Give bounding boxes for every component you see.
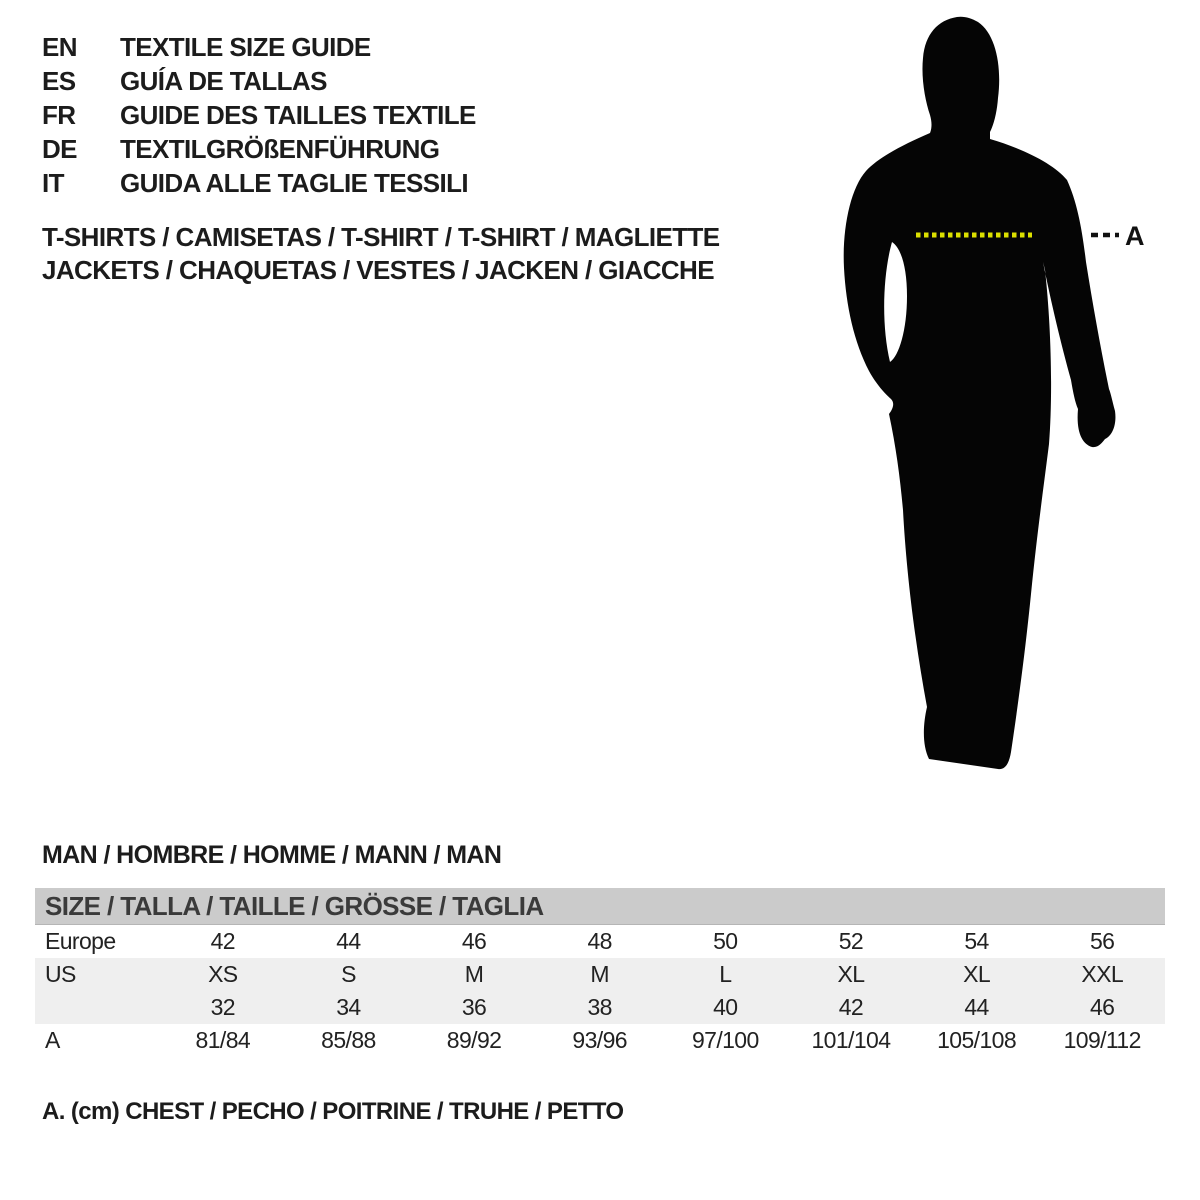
size-cell: 101/104 (811, 1027, 891, 1053)
size-cell: 50 (713, 928, 738, 954)
size-cell: 81/84 (195, 1027, 251, 1053)
section-title-man: MAN / HOMBRE / HOMME / MANN / MAN (42, 841, 502, 869)
size-cell: S (341, 961, 356, 987)
size-cell: M (590, 961, 609, 987)
language-row-it (42, 166, 476, 200)
size-cell: 97/100 (691, 1027, 759, 1053)
language-label: TEXTILE SIZE GUIDE (120, 32, 371, 62)
size-cell: 42 (210, 928, 235, 954)
size-cell: 54 (964, 928, 989, 954)
measurement-footnote: A. (cm) CHEST / PECHO / POITRINE / TRUHE / PETTO (42, 1098, 624, 1125)
language-code: IT (42, 168, 64, 198)
language-row-fr (42, 98, 476, 132)
language-list (42, 30, 476, 200)
marker-label-a: A (1125, 221, 1145, 251)
size-table (35, 888, 1165, 1057)
table-row-numeric (35, 991, 1165, 1024)
language-code: EN (42, 32, 77, 62)
man-silhouette-figure (840, 12, 1150, 772)
table-row-chest-a (35, 1024, 1165, 1057)
language-code: DE (42, 134, 77, 164)
language-label: GUIDA ALLE TAGLIE TESSILI (120, 168, 469, 198)
size-cell: 85/88 (321, 1027, 376, 1053)
row-label (35, 991, 160, 1024)
size-table-header: SIZE / TALLA / TAILLE / GRÖSSE / TAGLIA (35, 888, 1165, 925)
language-row-en (42, 30, 476, 64)
language-row-es (42, 64, 476, 98)
table-row-europe (35, 925, 1165, 958)
language-label: GUIDE DES TAILLES TEXTILE (120, 100, 476, 130)
category-line-tshirts: T-SHIRTS / CAMISETAS / T-SHIRT / T-SHIRT / MAGLIETTE (42, 222, 720, 252)
size-cell: 48 (587, 928, 612, 954)
category-line-jackets: JACKETS / CHAQUETAS / VESTES / JACKEN / GIACCHE (42, 255, 714, 285)
row-label: Europe (45, 928, 116, 954)
language-code: ES (42, 66, 76, 96)
size-cell: 46 (1089, 994, 1115, 1020)
size-cell: 44 (964, 994, 989, 1020)
size-cell: 46 (461, 928, 487, 954)
size-cell: 36 (461, 994, 487, 1020)
man-silhouette-shape (844, 17, 1116, 769)
category-block (42, 221, 720, 287)
size-cell: 89/92 (446, 1027, 502, 1053)
size-cell: L (719, 961, 732, 987)
size-cell: XL (963, 961, 991, 987)
size-cell: 52 (838, 928, 864, 954)
size-cell: 109/112 (1063, 1027, 1141, 1053)
size-cell: 32 (210, 994, 235, 1020)
table-row-us (35, 958, 1165, 991)
man-silhouette-svg (840, 12, 1150, 772)
size-cell: 93/96 (572, 1027, 627, 1053)
size-cell: 34 (336, 994, 361, 1020)
size-cell: XS (208, 961, 238, 987)
size-cell: 56 (1089, 928, 1115, 954)
size-cell: 40 (713, 994, 738, 1020)
size-cell: M (464, 961, 484, 987)
row-label: US (45, 961, 76, 987)
language-row-de (42, 132, 476, 166)
size-cell: 38 (587, 994, 612, 1020)
size-cell: 44 (336, 928, 361, 954)
size-cell: XL (837, 961, 865, 987)
language-label: GUÍA DE TALLAS (120, 66, 327, 96)
language-label: TEXTILGRÖßENFÜHRUNG (120, 134, 440, 164)
language-code: FR (42, 100, 76, 130)
size-cell: XXL (1081, 961, 1124, 987)
size-cell: 105/108 (937, 1027, 1017, 1053)
size-cell: 42 (838, 994, 864, 1020)
row-label: A (45, 1027, 60, 1053)
